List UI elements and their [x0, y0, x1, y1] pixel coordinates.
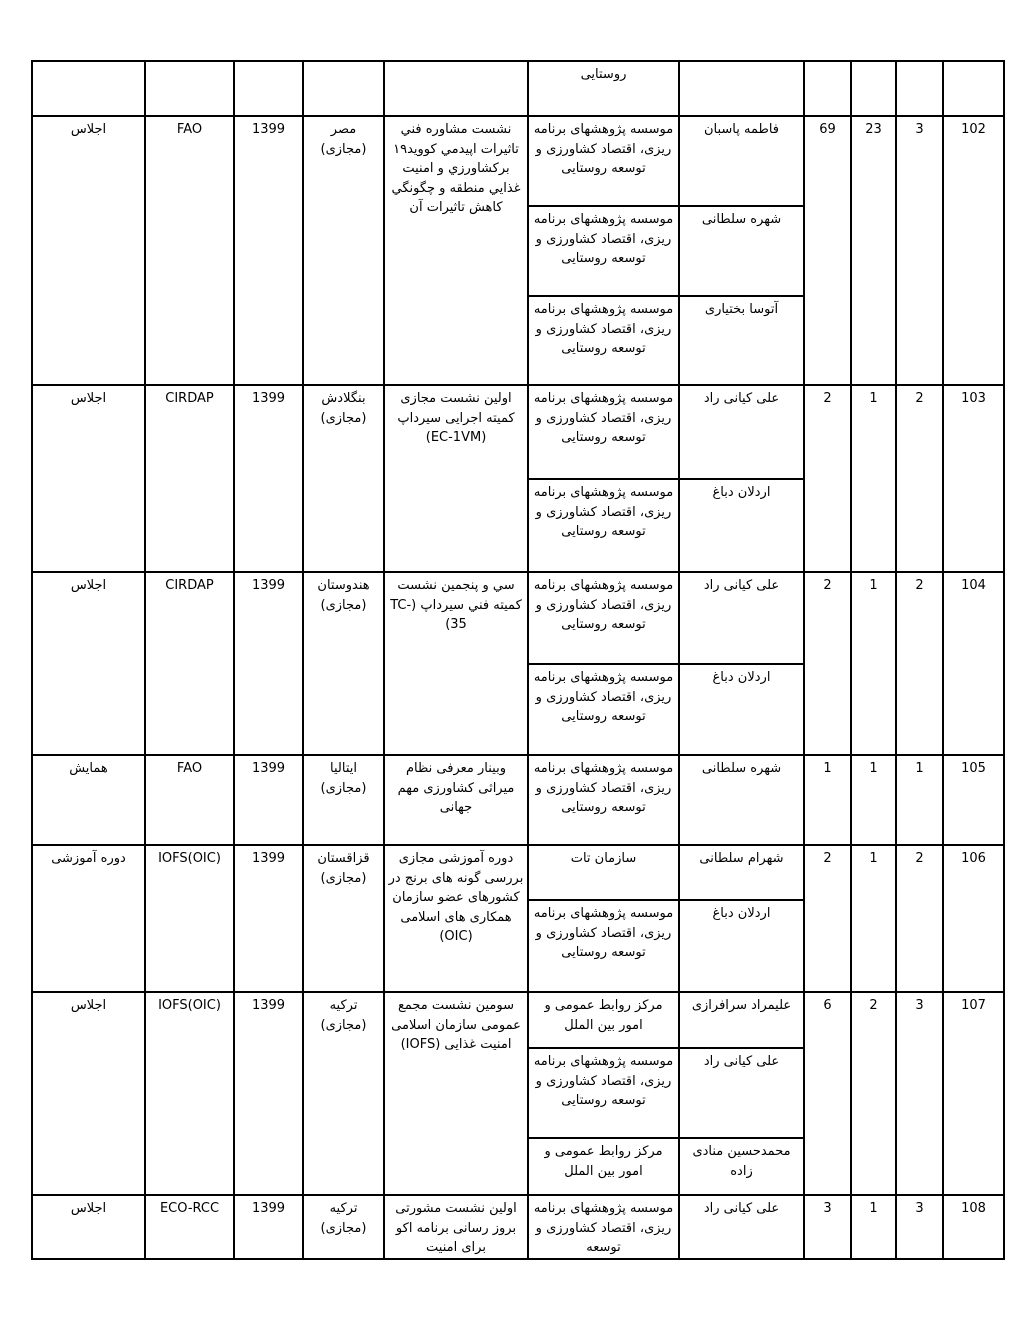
cell-department: موسسه پژوهشهای برنامه ریزی، اقتصاد کشاورزی و توسعه روستایی [528, 296, 679, 385]
cell-organization [145, 61, 234, 116]
table-row [32, 572, 1004, 664]
cell-participant: اردلان دباغ [679, 664, 804, 755]
cell-event-type: اجلاس [32, 572, 145, 755]
cell-department: مرکز روابط عمومی و امور بین الملل [528, 992, 679, 1048]
cell-count-2: 1 [851, 1195, 896, 1259]
cell-year: 1399 [234, 845, 303, 992]
cell-row-number: 107 [943, 992, 1004, 1195]
venue-mode: (مجازی) [320, 410, 367, 426]
cell-count-1 [804, 61, 851, 116]
table-row [32, 61, 1004, 116]
cell-count-2: 2 [851, 992, 896, 1195]
cell-count-2: 1 [851, 572, 896, 755]
cell-count-2 [851, 61, 896, 116]
cell-row-number: 106 [943, 845, 1004, 992]
cell-organization: IOFS(OIC) [145, 992, 234, 1195]
cell-event-title: وبینار معرفی نظام میراثی کشاورزی مهم جهانی [384, 755, 528, 845]
cell-event-type [32, 61, 145, 116]
cell-participant [679, 61, 804, 116]
venue-place: بنگلادش [321, 391, 366, 406]
cell-count-1: 2 [804, 385, 851, 572]
venue-place: هندوستان [317, 578, 370, 593]
cell-count-1: 2 [804, 572, 851, 755]
venue-mode: (مجازی) [320, 870, 367, 886]
cell-row-number: 104 [943, 572, 1004, 755]
cell-event-title: سي و پنجمين نشست کميته فني سیرداپ (TC-35) [384, 572, 528, 755]
cell-department: موسسه پژوهشهای برنامه ریزی، اقتصاد کشاورزی و توسعه روستایی [528, 116, 679, 206]
cell-row-number: 103 [943, 385, 1004, 572]
cell-count-1: 69 [804, 116, 851, 385]
table-row [32, 1195, 1004, 1259]
venue-mode: (مجازی) [320, 597, 367, 613]
cell-participant: علی کیانی راد [679, 385, 804, 479]
cell-organization: ECO-RCC [145, 1195, 234, 1259]
cell-count-3 [896, 61, 943, 116]
cell-organization: CIRDAP [145, 385, 234, 572]
cell-year: 1399 [234, 755, 303, 845]
cell-event-type: دوره آموزشی [32, 845, 145, 992]
cell-row-number [943, 61, 1004, 116]
cell-department: موسسه پژوهشهای برنامه ریزی، اقتصاد کشاورزی و توسعه روستایی [528, 572, 679, 664]
cell-count-3: 2 [896, 572, 943, 755]
cell-row-number: 105 [943, 755, 1004, 845]
cell-year: 1399 [234, 1195, 303, 1259]
cell-department: موسسه پژوهشهای برنامه ریزی، اقتصاد کشاورزی و توسعه روستایی [528, 385, 679, 479]
cell-department: موسسه پژوهشهای برنامه ریزی، اقتصاد کشاورزی و توسعه [528, 1195, 679, 1259]
cell-year: 1399 [234, 116, 303, 385]
cell-count-3: 2 [896, 385, 943, 572]
cell-count-1: 2 [804, 845, 851, 992]
cell-venue [303, 116, 384, 385]
cell-organization: FAO [145, 116, 234, 385]
cell-event-title: نشست مشاوره فني تاثيرات اپيدمي کوويد۱۹ برکشاورزي و امنيت غذايي منطقه و چگونگي کاهش تاثيرات آن [384, 116, 528, 385]
venue-place: ایتالیا [330, 761, 357, 776]
cell-event-title [384, 61, 528, 116]
table-row [32, 385, 1004, 479]
cell-participant: شهرام سلطانی [679, 845, 804, 900]
cell-participant: شهره سلطانی [679, 206, 804, 296]
cell-year: 1399 [234, 572, 303, 755]
cell-participant: اردلان دباغ [679, 900, 804, 992]
cell-year: 1399 [234, 992, 303, 1195]
cell-row-number: 102 [943, 116, 1004, 385]
cell-event-type: اجلاس [32, 992, 145, 1195]
cell-event-title: سومین نشست مجمع عمومی سازمان اسلامی امنیت غذایی (IOFS) [384, 992, 528, 1195]
cell-count-2: 1 [851, 385, 896, 572]
cell-event-title: اولین نشست مشورتی بروز رسانی برنامه اکو برای امنیت [384, 1195, 528, 1259]
venue-place: ترکیه [329, 1201, 358, 1216]
table-row [32, 116, 1004, 206]
cell-participant: آتوسا بختیاری [679, 296, 804, 385]
cell-event-type: اجلاس [32, 385, 145, 572]
cell-count-2: 1 [851, 845, 896, 992]
cell-event-title: دوره آموزشی مجازی بررسی گونه های برنج در کشورهای عضو سازمان همکاری های اسلامی (OIC) [384, 845, 528, 992]
venue-place: ترکیه [329, 998, 358, 1013]
cell-department: موسسه پژوهشهای برنامه ریزی، اقتصاد کشاورزی و توسعه روستایی [528, 900, 679, 992]
cell-count-2: 23 [851, 116, 896, 385]
venue-mode: (مجازی) [320, 141, 367, 157]
cell-participant: علی کیانی راد [679, 1048, 804, 1138]
cell-organization: FAO [145, 755, 234, 845]
cell-department: موسسه پژوهشهای برنامه ریزی، اقتصاد کشاورزی و توسعه روستایی [528, 664, 679, 755]
cell-event-type: همایش [32, 755, 145, 845]
cell-row-number: 108 [943, 1195, 1004, 1259]
cell-venue [303, 385, 384, 572]
cell-event-type: اجلاس [32, 116, 145, 385]
cell-venue [303, 572, 384, 755]
cell-venue [303, 992, 384, 1195]
venue-place: قزاقستان [317, 851, 370, 866]
table-row [32, 845, 1004, 900]
venue-mode: (مجازی) [320, 1017, 367, 1033]
cell-event-type: اجلاس [32, 1195, 145, 1259]
cell-department: مرکز روابط عمومی و امور بین الملل [528, 1138, 679, 1195]
cell-department: موسسه پژوهشهای برنامه ریزی، اقتصاد کشاورزی و توسعه روستایی [528, 206, 679, 296]
venue-mode: (مجازی) [320, 780, 367, 796]
cell-participant: علی کیانی راد [679, 1195, 804, 1259]
venue-place: مصر [330, 122, 357, 137]
table-row [32, 992, 1004, 1048]
cell-count-1: 3 [804, 1195, 851, 1259]
table-row [32, 755, 1004, 845]
cell-count-1: 6 [804, 992, 851, 1195]
cell-count-3: 3 [896, 992, 943, 1195]
cell-year: 1399 [234, 385, 303, 572]
cell-count-3: 2 [896, 845, 943, 992]
cell-year [234, 61, 303, 116]
cell-venue [303, 755, 384, 845]
cell-event-title: اولین نشست مجازی کمیته اجرایی سیرداپ (EC-1VM) [384, 385, 528, 572]
cell-participant: فاطمه پاسبان [679, 116, 804, 206]
cell-participant: شهره سلطانی [679, 755, 804, 845]
cell-count-3: 3 [896, 116, 943, 385]
cell-participant: محمدحسین منادی زاده [679, 1138, 804, 1195]
cell-organization: CIRDAP [145, 572, 234, 755]
cell-participant: علی کیانی راد [679, 572, 804, 664]
cell-department: روستایی [528, 61, 679, 116]
cell-participant: علیمراد سرافرازی [679, 992, 804, 1048]
cell-department: موسسه پژوهشهای برنامه ریزی، اقتصاد کشاورزی و توسعه روستایی [528, 755, 679, 845]
cell-venue [303, 845, 384, 992]
cell-department: موسسه پژوهشهای برنامه ریزی، اقتصاد کشاورزی و توسعه روستایی [528, 1048, 679, 1138]
cell-count-3: 1 [896, 755, 943, 845]
cell-department: سازمان تات [528, 845, 679, 900]
cell-participant: اردلان دباغ [679, 479, 804, 572]
cell-department: موسسه پژوهشهای برنامه ریزی، اقتصاد کشاورزی و توسعه روستایی [528, 479, 679, 572]
cell-count-2: 1 [851, 755, 896, 845]
events-table [31, 60, 1005, 1260]
cell-count-3: 3 [896, 1195, 943, 1259]
cell-venue [303, 1195, 384, 1259]
cell-venue [303, 61, 384, 116]
venue-mode: (مجازی) [320, 1220, 367, 1236]
cell-organization: IOFS(OIC) [145, 845, 234, 992]
cell-count-1: 1 [804, 755, 851, 845]
